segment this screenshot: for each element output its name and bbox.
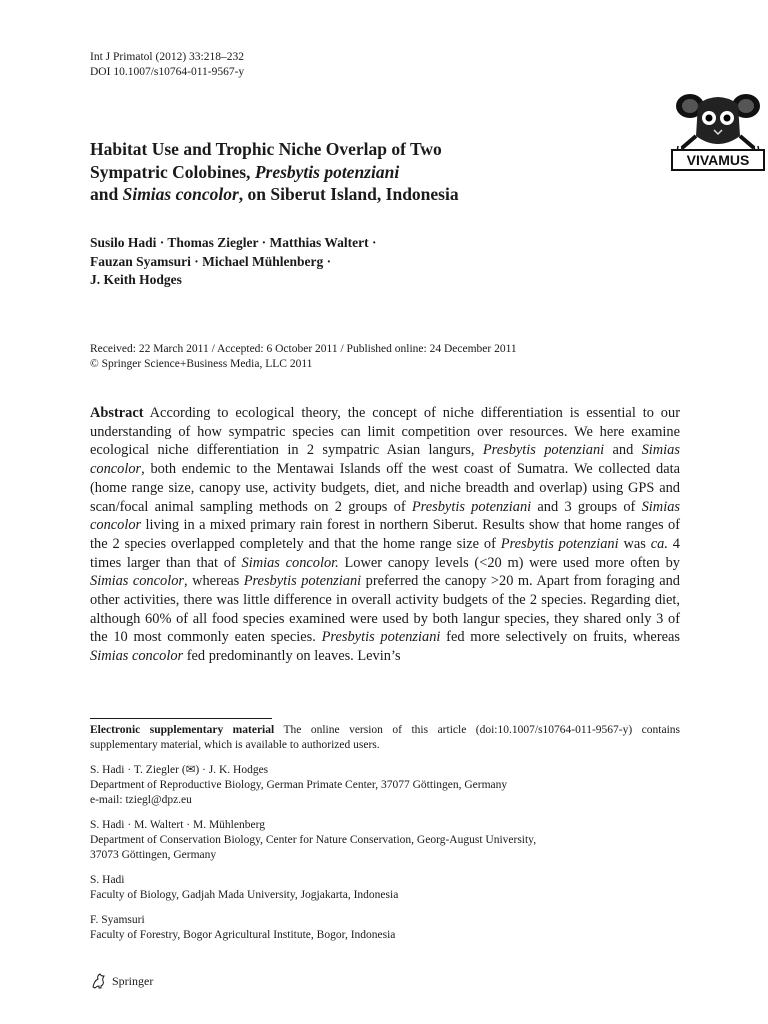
title-species-2: Simias concolor <box>122 184 239 204</box>
authors-line-1: Susilo Hadi · Thomas Ziegler · Matthias Waltert · <box>90 235 377 250</box>
abstract-text: was <box>618 535 651 552</box>
journal-doi: DOI 10.1007/s10764-011-9567-y <box>90 66 245 78</box>
title-species-1: Presbytis potenziani <box>254 161 400 182</box>
title-line-3c: , on Siberut Island, Indonesia <box>238 184 459 204</box>
title-line-3a: and <box>90 184 123 204</box>
copyright-line: © Springer Science+Business Media, LLC 2011 <box>90 358 313 370</box>
footnotes <box>90 723 680 953</box>
affiliation-3 <box>90 873 680 903</box>
species-name: Presbytis potenziani <box>411 498 532 515</box>
abstract-label: Abstract <box>90 405 144 421</box>
affiliation-dept: Faculty of Forestry, Bogor Agricultural Institute, Bogor, Indonesia <box>90 929 396 941</box>
affiliation-names: S. Hadi <box>90 874 125 886</box>
aye-aye-logo-icon <box>668 86 768 176</box>
species-name: Presbytis potenziani <box>482 442 605 459</box>
abstract-text: living in a mixed primary rain forest in northern Siberut. Results show that home ranges of the 2 species overlapped completely and that the home range size of <box>90 517 680 552</box>
authors-line-2: Fauzan Syamsuri · Michael Mühlenberg · <box>90 253 332 269</box>
affiliation-1 <box>90 763 680 808</box>
species-name: Presbytis potenziani <box>243 573 362 590</box>
abstract-text: 4 times larger than that of <box>90 535 680 571</box>
species-name: Presbytis potenziani <box>321 629 441 646</box>
abstract-text: and <box>604 442 642 459</box>
affiliation-dept: Department of Reproductive Biology, German Primate Center, 37077 Göttingen, Germany <box>90 779 508 791</box>
affiliation-city: 37073 Göttingen, Germany <box>90 849 217 861</box>
affiliation-names: S. Hadi · T. Ziegler (✉) · J. K. Hodges <box>90 764 269 776</box>
received-accepted-published: Received: 22 March 2011 / Accepted: 6 October 2011 / Published online: 24 December 2011 <box>90 343 517 355</box>
journal-citation: Int J Primatol (2012) 33:218–232 <box>90 51 244 63</box>
species-name: Presbytis potenziani <box>500 535 619 552</box>
affiliation-dept: Faculty of Biology, Gadjah Mada University, Jogjakarta, Indonesia <box>90 889 399 901</box>
species-name: Simias concolor. <box>241 554 339 571</box>
species-name: Simias concolor <box>90 498 680 534</box>
abbreviation: ca. <box>650 535 668 552</box>
esm-text: The online version of this article (doi:10.1007/s10764-011-9567-y) contains supplementary material, which is available to authorized users. <box>90 724 680 751</box>
affiliation-names: F. Syamsuri <box>90 914 145 926</box>
springer-horse-icon <box>90 972 108 990</box>
title-line-2a: Sympatric Colobines, <box>90 161 255 182</box>
title-line-1: Habitat Use and Trophic Niche Overlap of Two <box>90 139 442 159</box>
abstract-text: , both endemic to the Mentawai Islands off the west coast of Sumatra. We collected data (home range size, canopy use, activity budgets, diet, and niche breadth and overlap) using GPS and scan/focal animal sampling methods on 2 groups of <box>90 461 680 515</box>
abstract-text: fed predominantly on leaves. Levin’s <box>183 648 401 665</box>
abstract-text: fed more selectively on fruits, whereas <box>440 629 680 646</box>
affiliation-dept: Department of Conservation Biology, Center for Nature Conservation, Georg-August University, <box>90 834 537 846</box>
affiliation-names: S. Hadi · M. Waltert · M. Mühlenberg <box>90 819 265 831</box>
corresponding-email[interactable]: e-mail: tziegl@dpz.eu <box>90 794 192 806</box>
publisher-name: Springer <box>112 973 154 988</box>
species-name: Simias concolor <box>90 648 184 665</box>
esm-label: Electronic supplementary material <box>90 724 275 736</box>
publisher-footer <box>90 972 153 990</box>
abstract-text: preferred the canopy >20 m. Apart from foraging and other activities, there was little difference in overall activity budgets of the 2 species. Regarding diet, although 60% of all food species examined were used by both langur species, they shared only 3 of the 10 most commonly eaten species. <box>90 573 680 646</box>
author-list <box>90 234 510 290</box>
authors-line-3: J. Keith Hodges <box>90 272 182 287</box>
journal-header <box>90 50 244 80</box>
affiliation-4 <box>90 913 680 943</box>
abstract-text: and 3 groups of <box>531 498 642 515</box>
abstract <box>90 404 680 666</box>
supplementary-note <box>90 723 680 753</box>
species-name: Simias concolor <box>90 573 185 590</box>
publication-dates <box>90 342 680 372</box>
abstract-text: According to ecological theory, the concept of niche differentiation is essential to our understanding of how sympatric species can limit competition over resources. We here examine ecological niche differentiation in 2 sympatric Asian langurs, <box>90 405 680 459</box>
abstract-text: Lower canopy levels (<20 m) were used more often by <box>338 554 680 571</box>
article-page <box>90 0 750 1024</box>
species-name: Simias concolor <box>90 442 680 478</box>
article-title <box>90 138 580 206</box>
footnote-divider <box>90 718 272 719</box>
logo-text: VIVAMUS <box>686 152 750 168</box>
affiliation-2 <box>90 818 680 863</box>
abstract-text: , whereas <box>184 573 244 590</box>
